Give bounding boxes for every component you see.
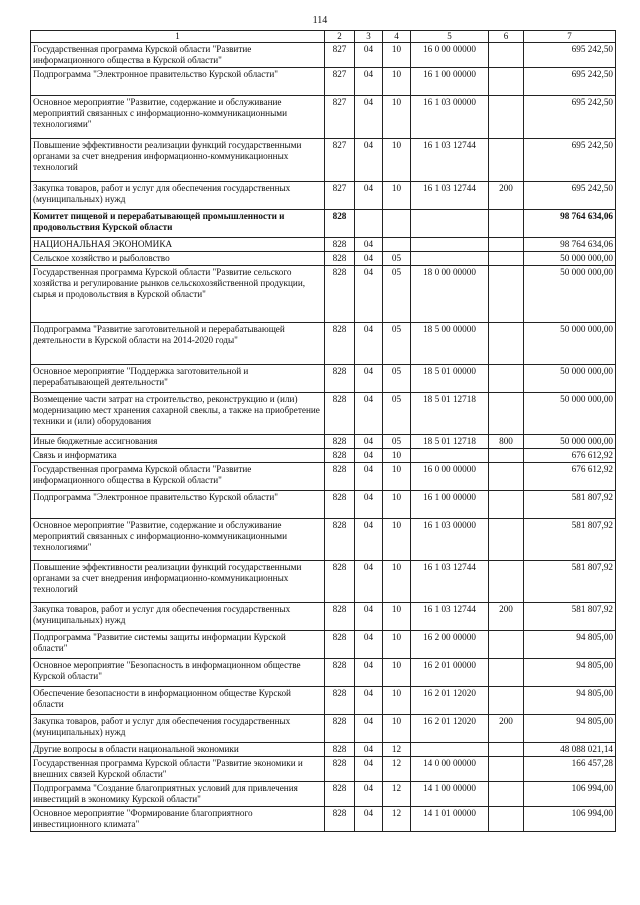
subsection-code-cell: 05 — [383, 365, 411, 393]
table-row — [31, 182, 616, 210]
ministry-code-cell: 828 — [325, 252, 355, 266]
subsection-code-cell: 10 — [383, 491, 411, 519]
header-row — [31, 31, 616, 43]
target-article-cell: 16 1 03 12744 — [411, 139, 489, 182]
ministry-code-cell: 828 — [325, 603, 355, 631]
row-name-cell: Подпрограмма "Электронное правительство Курской области" — [31, 491, 325, 519]
target-article-cell — [411, 449, 489, 463]
row-name-cell: Основное мероприятие "Безопасность в информационном обществе Курской области" — [31, 659, 325, 687]
section-code-cell: 04 — [355, 266, 383, 323]
table-row — [31, 238, 616, 252]
budget-table — [30, 30, 616, 832]
table-row — [31, 519, 616, 561]
subsection-code-cell: 10 — [383, 519, 411, 561]
subsection-code-cell: 10 — [383, 68, 411, 96]
subsection-code-cell: 10 — [383, 43, 411, 68]
amount-cell: 50 000 000,00 — [524, 435, 616, 449]
section-code-cell: 04 — [355, 139, 383, 182]
target-article-cell: 18 5 01 12718 — [411, 435, 489, 449]
ministry-code-cell: 828 — [325, 715, 355, 743]
amount-cell: 106 994,00 — [524, 782, 616, 807]
amount-cell: 50 000 000,00 — [524, 365, 616, 393]
subsection-code-cell: 10 — [383, 561, 411, 603]
expense-type-cell — [489, 782, 524, 807]
section-code-cell: 04 — [355, 365, 383, 393]
row-name-cell: Государственная программа Курской области "Развитие информационного общества в Курской области" — [31, 463, 325, 491]
subsection-code-cell: 10 — [383, 603, 411, 631]
expense-type-cell — [489, 393, 524, 435]
subsection-code-cell: 10 — [383, 715, 411, 743]
header-col-2: 2 — [325, 31, 355, 43]
section-code-cell: 04 — [355, 252, 383, 266]
expense-type-cell — [489, 687, 524, 715]
subsection-code-cell: 05 — [383, 393, 411, 435]
table-row — [31, 659, 616, 687]
expense-type-cell — [489, 491, 524, 519]
subsection-code-cell: 12 — [383, 757, 411, 782]
expense-type-cell — [489, 210, 524, 238]
expense-type-cell — [489, 365, 524, 393]
amount-cell: 166 457,28 — [524, 757, 616, 782]
row-name-cell: Государственная программа Курской области "Развитие сельского хозяйства и регулирование рынков сельскохозяйственной продукции, сырья и продовольствия в Курской области" — [31, 266, 325, 323]
ministry-code-cell: 828 — [325, 323, 355, 365]
expense-type-cell — [489, 463, 524, 491]
table-row — [31, 743, 616, 757]
target-article-cell: 18 5 01 00000 — [411, 365, 489, 393]
target-article-cell: 14 1 01 00000 — [411, 807, 489, 832]
target-article-cell: 16 1 00 00000 — [411, 491, 489, 519]
section-code-cell: 04 — [355, 323, 383, 365]
table-row — [31, 463, 616, 491]
target-article-cell: 16 0 00 00000 — [411, 463, 489, 491]
amount-cell: 50 000 000,00 — [524, 266, 616, 323]
expense-type-cell — [489, 631, 524, 659]
row-name-cell: Другие вопросы в области национальной экономики — [31, 743, 325, 757]
row-name-cell: Государственная программа Курской области "Развитие экономики и внешних связей Курской области" — [31, 757, 325, 782]
ministry-code-cell: 828 — [325, 238, 355, 252]
header-col-1: 1 — [31, 31, 325, 43]
target-article-cell: 16 2 01 00000 — [411, 659, 489, 687]
expense-type-cell — [489, 561, 524, 603]
table-row — [31, 43, 616, 68]
target-article-cell: 16 2 01 12020 — [411, 715, 489, 743]
section-code-cell: 04 — [355, 182, 383, 210]
subsection-code-cell: 10 — [383, 631, 411, 659]
subsection-code-cell — [383, 238, 411, 252]
ministry-code-cell: 828 — [325, 365, 355, 393]
row-name-cell: Комитет пищевой и перерабатывающей промышленности и продовольствия Курской области — [31, 210, 325, 238]
expense-type-cell: 200 — [489, 715, 524, 743]
ministry-code-cell: 828 — [325, 463, 355, 491]
row-name-cell: НАЦИОНАЛЬНАЯ ЭКОНОМИКА — [31, 238, 325, 252]
expense-type-cell — [489, 68, 524, 96]
section-code-cell: 04 — [355, 561, 383, 603]
header-col-7: 7 — [524, 31, 616, 43]
row-name-cell: Закупка товаров, работ и услуг для обеспечения государственных (муниципальных) нужд — [31, 715, 325, 743]
table-row — [31, 449, 616, 463]
expense-type-cell — [489, 266, 524, 323]
subsection-code-cell: 10 — [383, 96, 411, 139]
ministry-code-cell: 828 — [325, 393, 355, 435]
subsection-code-cell: 12 — [383, 743, 411, 757]
table-row — [31, 757, 616, 782]
amount-cell: 94 805,00 — [524, 687, 616, 715]
target-article-cell: 16 1 03 00000 — [411, 519, 489, 561]
target-article-cell — [411, 238, 489, 252]
section-code-cell: 04 — [355, 96, 383, 139]
subsection-code-cell: 05 — [383, 435, 411, 449]
amount-cell: 94 805,00 — [524, 631, 616, 659]
row-name-cell: Связь и информатика — [31, 449, 325, 463]
section-code-cell: 04 — [355, 519, 383, 561]
row-name-cell: Повышение эффективности реализации функций государственными органами за счет внедрения информационно-коммуникационных технологий — [31, 561, 325, 603]
section-code-cell: 04 — [355, 449, 383, 463]
row-name-cell: Основное мероприятие "Развитие, содержание и обслуживание мероприятий связанных с информационно-коммуникационными технологиями" — [31, 519, 325, 561]
header-col-6: 6 — [489, 31, 524, 43]
subsection-code-cell: 10 — [383, 139, 411, 182]
table-row — [31, 68, 616, 96]
table-row — [31, 491, 616, 519]
expense-type-cell — [489, 757, 524, 782]
expense-type-cell — [489, 96, 524, 139]
section-code-cell: 04 — [355, 757, 383, 782]
subsection-code-cell: 12 — [383, 782, 411, 807]
expense-type-cell — [489, 449, 524, 463]
amount-cell: 695 242,50 — [524, 139, 616, 182]
target-article-cell: 16 2 01 12020 — [411, 687, 489, 715]
amount-cell: 676 612,92 — [524, 463, 616, 491]
ministry-code-cell: 827 — [325, 96, 355, 139]
amount-cell: 695 242,50 — [524, 43, 616, 68]
section-code-cell: 04 — [355, 631, 383, 659]
ministry-code-cell: 828 — [325, 519, 355, 561]
amount-cell: 581 807,92 — [524, 603, 616, 631]
expense-type-cell: 200 — [489, 182, 524, 210]
amount-cell: 50 000 000,00 — [524, 252, 616, 266]
subsection-code-cell: 05 — [383, 266, 411, 323]
target-article-cell — [411, 210, 489, 238]
amount-cell: 695 242,50 — [524, 96, 616, 139]
expense-type-cell — [489, 323, 524, 365]
section-code-cell: 04 — [355, 743, 383, 757]
section-code-cell — [355, 210, 383, 238]
target-article-cell: 16 1 03 00000 — [411, 96, 489, 139]
ministry-code-cell: 828 — [325, 757, 355, 782]
ministry-code-cell: 828 — [325, 743, 355, 757]
amount-cell: 581 807,92 — [524, 491, 616, 519]
section-code-cell: 04 — [355, 715, 383, 743]
amount-cell: 98 764 634,06 — [524, 238, 616, 252]
target-article-cell — [411, 743, 489, 757]
ministry-code-cell: 827 — [325, 139, 355, 182]
ministry-code-cell: 827 — [325, 43, 355, 68]
section-code-cell: 04 — [355, 807, 383, 832]
target-article-cell: 14 0 00 00000 — [411, 757, 489, 782]
page-number: 114 — [312, 15, 328, 26]
subsection-code-cell: 12 — [383, 807, 411, 832]
row-name-cell: Закупка товаров, работ и услуг для обеспечения государственных (муниципальных) нужд — [31, 603, 325, 631]
amount-cell: 98 764 634,06 — [524, 210, 616, 238]
ministry-code-cell: 828 — [325, 435, 355, 449]
expense-type-cell — [489, 519, 524, 561]
section-code-cell: 04 — [355, 603, 383, 631]
amount-cell: 48 088 021,14 — [524, 743, 616, 757]
section-code-cell: 04 — [355, 393, 383, 435]
table-row — [31, 266, 616, 323]
target-article-cell: 16 1 03 12744 — [411, 603, 489, 631]
subsection-code-cell: 10 — [383, 182, 411, 210]
ministry-code-cell: 827 — [325, 182, 355, 210]
ministry-code-cell: 828 — [325, 659, 355, 687]
expense-type-cell — [489, 238, 524, 252]
amount-cell: 695 242,50 — [524, 182, 616, 210]
ministry-code-cell: 828 — [325, 631, 355, 659]
subsection-code-cell: 05 — [383, 252, 411, 266]
table-row — [31, 210, 616, 238]
ministry-code-cell: 828 — [325, 782, 355, 807]
section-code-cell: 04 — [355, 68, 383, 96]
section-code-cell: 04 — [355, 435, 383, 449]
section-code-cell: 04 — [355, 238, 383, 252]
amount-cell: 106 994,00 — [524, 807, 616, 832]
table-row — [31, 687, 616, 715]
target-article-cell: 16 2 00 00000 — [411, 631, 489, 659]
row-name-cell: Основное мероприятие "Развитие, содержание и обслуживание мероприятий связанных с информационно-коммуникационными технологиями" — [31, 96, 325, 139]
table-body — [31, 43, 616, 832]
header-col-5: 5 — [411, 31, 489, 43]
table-row — [31, 96, 616, 139]
table-row — [31, 435, 616, 449]
amount-cell: 581 807,92 — [524, 561, 616, 603]
row-name-cell: Основное мероприятие "Формирование благоприятного инвестиционного климата" — [31, 807, 325, 832]
section-code-cell: 04 — [355, 687, 383, 715]
target-article-cell — [411, 252, 489, 266]
subsection-code-cell: 05 — [383, 323, 411, 365]
row-name-cell: Подпрограмма "Развитие заготовительной и перерабатывающей деятельности в Курской области на 2014-2020 годы" — [31, 323, 325, 365]
amount-cell: 695 242,50 — [524, 68, 616, 96]
section-code-cell: 04 — [355, 463, 383, 491]
row-name-cell: Подпрограмма "Развитие системы защиты информации Курской области" — [31, 631, 325, 659]
ministry-code-cell: 828 — [325, 687, 355, 715]
row-name-cell: Обеспечение безопасности в информационном обществе Курской области — [31, 687, 325, 715]
row-name-cell: Повышение эффективности реализации функций государственными органами за счет внедрения информационно-коммуникационных технологий — [31, 139, 325, 182]
section-code-cell: 04 — [355, 43, 383, 68]
expense-type-cell — [489, 659, 524, 687]
target-article-cell: 16 0 00 00000 — [411, 43, 489, 68]
ministry-code-cell: 828 — [325, 449, 355, 463]
target-article-cell: 16 1 03 12744 — [411, 561, 489, 603]
row-name-cell: Возмещение части затрат на строительство, реконструкцию и (или) модернизацию мест хранения сахарной свеклы, а также на приобретение техники и (или) оборудования — [31, 393, 325, 435]
row-name-cell: Подпрограмма "Электронное правительство Курской области" — [31, 68, 325, 96]
header-col-4: 4 — [383, 31, 411, 43]
expense-type-cell — [489, 139, 524, 182]
subsection-code-cell: 10 — [383, 659, 411, 687]
ministry-code-cell: 828 — [325, 210, 355, 238]
expense-type-cell: 800 — [489, 435, 524, 449]
ministry-code-cell: 828 — [325, 561, 355, 603]
table-row — [31, 252, 616, 266]
target-article-cell: 16 1 00 00000 — [411, 68, 489, 96]
expense-type-cell — [489, 43, 524, 68]
subsection-code-cell — [383, 210, 411, 238]
table-row — [31, 139, 616, 182]
section-code-cell: 04 — [355, 782, 383, 807]
target-article-cell: 16 1 03 12744 — [411, 182, 489, 210]
subsection-code-cell: 10 — [383, 449, 411, 463]
section-code-cell: 04 — [355, 659, 383, 687]
header-col-3: 3 — [355, 31, 383, 43]
table-row — [31, 631, 616, 659]
ministry-code-cell: 827 — [325, 68, 355, 96]
amount-cell: 50 000 000,00 — [524, 393, 616, 435]
expense-type-cell: 200 — [489, 603, 524, 631]
row-name-cell: Закупка товаров, работ и услуг для обеспечения государственных (муниципальных) нужд — [31, 182, 325, 210]
table-row — [31, 603, 616, 631]
amount-cell: 94 805,00 — [524, 659, 616, 687]
row-name-cell: Сельское хозяйство и рыболовство — [31, 252, 325, 266]
ministry-code-cell: 828 — [325, 807, 355, 832]
table-row — [31, 323, 616, 365]
subsection-code-cell: 10 — [383, 687, 411, 715]
table-row — [31, 561, 616, 603]
table-row — [31, 393, 616, 435]
target-article-cell: 18 5 00 00000 — [411, 323, 489, 365]
row-name-cell: Государственная программа Курской области "Развитие информационного общества в Курской области" — [31, 43, 325, 68]
amount-cell: 581 807,92 — [524, 519, 616, 561]
amount-cell: 94 805,00 — [524, 715, 616, 743]
ministry-code-cell: 828 — [325, 491, 355, 519]
row-name-cell: Основное мероприятие "Поддержка заготовительной и перерабатывающей деятельности" — [31, 365, 325, 393]
row-name-cell: Подпрограмма "Создание благоприятных условий для привлечения инвестиций в экономику Курской области" — [31, 782, 325, 807]
section-code-cell: 04 — [355, 491, 383, 519]
expense-type-cell — [489, 252, 524, 266]
expense-type-cell — [489, 743, 524, 757]
table-row — [31, 807, 616, 832]
table-row — [31, 365, 616, 393]
target-article-cell: 18 0 00 00000 — [411, 266, 489, 323]
ministry-code-cell: 828 — [325, 266, 355, 323]
amount-cell: 676 612,92 — [524, 449, 616, 463]
row-name-cell: Иные бюджетные ассигнования — [31, 435, 325, 449]
amount-cell: 50 000 000,00 — [524, 323, 616, 365]
expense-type-cell — [489, 807, 524, 832]
target-article-cell: 18 5 01 12718 — [411, 393, 489, 435]
table-row — [31, 715, 616, 743]
table-row — [31, 782, 616, 807]
subsection-code-cell: 10 — [383, 463, 411, 491]
target-article-cell: 14 1 00 00000 — [411, 782, 489, 807]
